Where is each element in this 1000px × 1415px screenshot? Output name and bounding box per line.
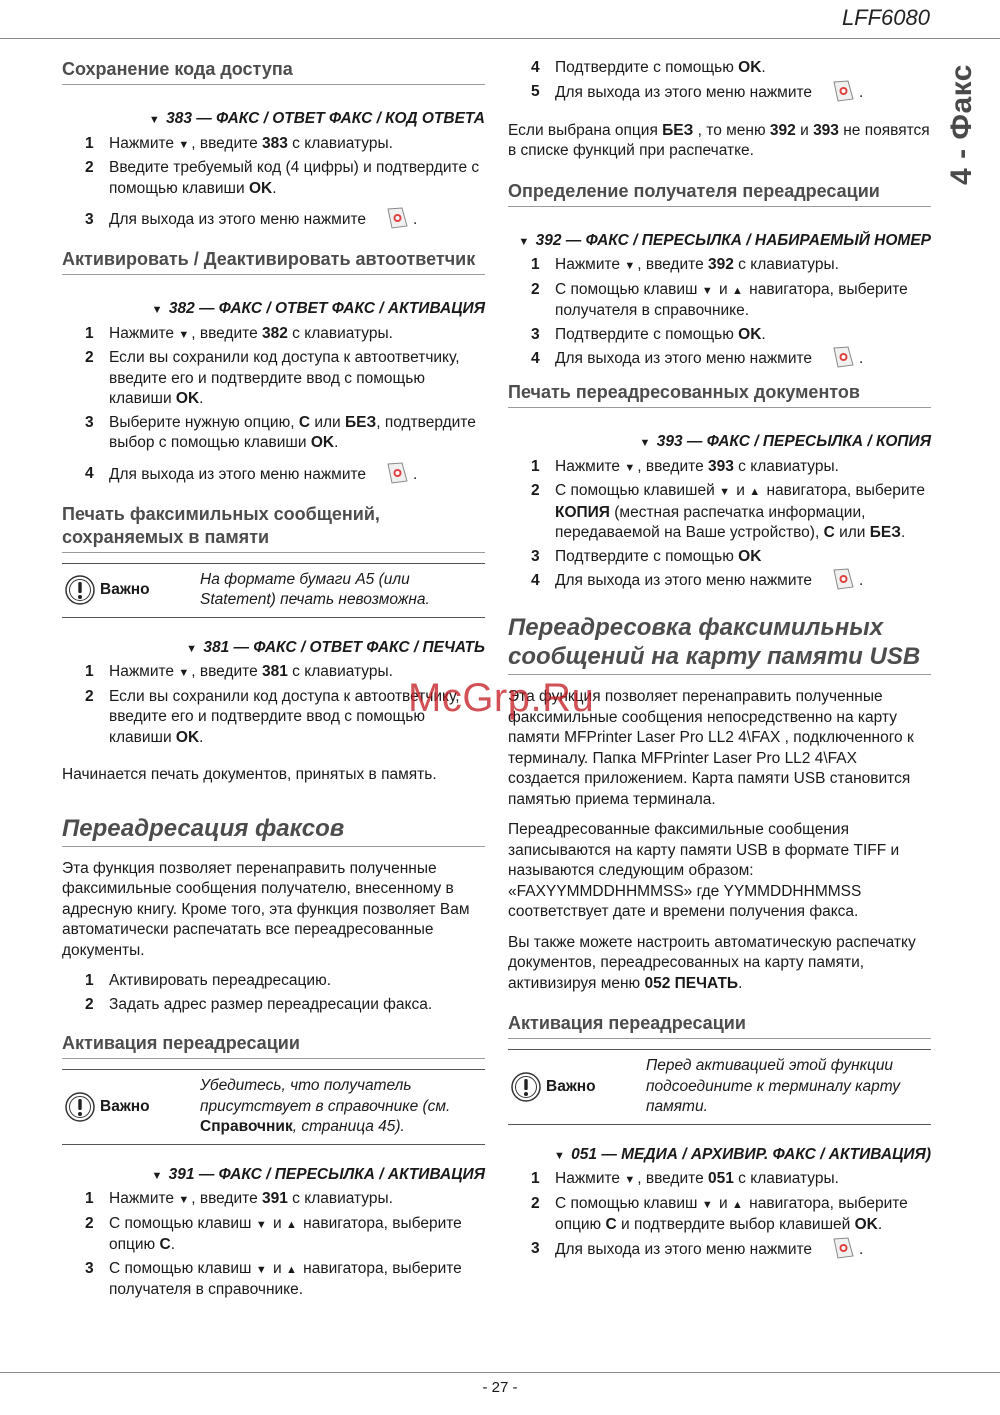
menu-path: ▼ 383 — ФАКС / ОТВЕТ ФАКС / КОД ОТВЕТА — [148, 110, 485, 127]
down-arrow-icon: ▼ — [178, 1194, 190, 1206]
watermark: McGrp.Ru — [408, 676, 595, 720]
list-item: 3 Подтвердите с помощью OK. — [531, 325, 766, 343]
section-title: Активировать / Деактивировать автоответчик — [62, 248, 485, 275]
list-item: 1 Активировать переадресацию. — [85, 972, 332, 989]
list-item: 2 С помощью клавиш ▼ и ▲ навигатора, выберите получателя в справочнике. — [531, 280, 908, 319]
stop-key-icon — [830, 344, 856, 370]
note-text: Убедитесь, что получатель присутствует в справочнике (см. Справочник, страница 45). — [200, 1077, 451, 1135]
chapter-heading: Переадресовка факсимильных сообщений на карту памяти USB — [508, 613, 931, 675]
note-text: Перед активацией этой функции подсоедините к терминалу карту памяти. — [646, 1057, 901, 1115]
down-arrow-icon: ▼ — [255, 1218, 267, 1231]
paragraph: Переадресованные факсимильные сообщения записываются на карту памяти USB в формате TIFF и называются следующим образом: «FAXYYMMDDHHMMSS» где YYMMDDHHMMSS соответствует дате и времени получения факса. — [508, 821, 900, 920]
list-item: 1 Нажмите ▼ , введите 391 с клавиатуры. — [85, 1190, 393, 1207]
stop-key-icon — [384, 205, 410, 231]
list-item: 3 С помощью клавиш ▼ и ▲ навигатора, выберите получателя в справочнике. — [85, 1259, 462, 1298]
important-label: Важно — [546, 1077, 596, 1095]
footer-rule — [0, 1372, 1000, 1373]
list-item: 4 Для выхода из этого меню нажмите . — [508, 570, 931, 592]
up-arrow-icon: ▲ — [285, 1263, 297, 1276]
down-arrow-icon: ▼ — [151, 304, 163, 316]
important-label: Важно — [100, 580, 150, 598]
up-arrow-icon: ▲ — [731, 284, 743, 297]
menu-path: ▼ 391 — ФАКС / ПЕРЕСЫЛКА / АКТИВАЦИЯ — [151, 1165, 485, 1183]
down-arrow-icon: ▼ — [624, 1174, 636, 1186]
list-item: 2 С помощью клавиш ▼ и ▲ навигатора, выберите опцию С и подтвердите выбор клавишей OK. — [531, 1194, 908, 1233]
menu-path: ▼ 393 — ФАКС / ПЕРЕСЫЛКА / КОПИЯ — [639, 433, 931, 450]
paragraph: Эта функция позволяет перенаправить полученные факсимильные сообщения получателю, внесенному в адресную книгу. Кроме того, эта функция позволяет Вам автоматически распечатать все переадресованные документы. — [62, 859, 470, 959]
list-item: 1 Нажмите ▼ , введите 051 с клавиатуры. — [531, 1170, 839, 1187]
list-item: 1 Нажмите ▼ , введите 383 с клавиатуры. — [85, 134, 393, 152]
stop-key-icon — [830, 1235, 856, 1261]
document-model: LFF6080 — [841, 5, 930, 30]
list-item: 5 Для выхода из этого меню нажмите . — [508, 82, 931, 104]
menu-path: ▼ 382 — ФАКС / ОТВЕТ ФАКС / АКТИВАЦИЯ — [151, 300, 485, 317]
page-number: - 27 - — [482, 1379, 518, 1396]
warning-icon — [510, 1071, 542, 1103]
stop-key-icon — [384, 460, 410, 486]
list-item: 2 С помощью клавишей ▼ и ▲ навигатора, выберите КОПИЯ (местная распечатка информации, передаваемой на Ваше устройство), С или БЕЗ. — [531, 482, 926, 541]
list-item: 3 Для выхода из этого меню нажмите . — [508, 1239, 931, 1261]
down-arrow-icon: ▼ — [639, 437, 651, 449]
step-list — [508, 457, 931, 593]
step-list — [62, 134, 485, 232]
list-item: 1 Нажмите ▼ , введите 392 с клавиатуры. — [531, 256, 839, 273]
down-arrow-icon: ▼ — [255, 1263, 267, 1276]
list-item: 3 Подтвердите с помощью OK — [531, 547, 762, 565]
stop-key-icon — [830, 566, 856, 592]
section-title: Определение получателя переадресации — [508, 180, 931, 207]
section-title: Печать переадресованных документов — [508, 381, 931, 408]
step-list — [62, 324, 485, 486]
down-arrow-icon: ▼ — [148, 114, 160, 126]
list-item: 1 Нажмите ▼ , введите 381 с клавиатуры. — [85, 663, 393, 680]
section-title: Печать факсимильных сообщений, сохраняемых в памяти — [62, 503, 485, 553]
step-list — [62, 971, 485, 1015]
down-arrow-icon: ▼ — [624, 461, 636, 474]
step-list — [62, 1189, 485, 1301]
list-item: 1 Нажмите ▼ , введите 393 с клавиатуры. — [531, 457, 839, 475]
list-item: 2 Введите требуемый код (4 цифры) и подтвердите с помощью клавиши OK. — [85, 159, 480, 197]
note-text: На формате бумаги A5 (или Statement) печать невозможна. — [200, 570, 430, 608]
down-arrow-icon: ▼ — [719, 486, 730, 498]
warning-icon — [64, 1091, 96, 1123]
up-arrow-icon: ▲ — [731, 1198, 743, 1211]
list-item: 3 Для выхода из этого меню нажмите . — [62, 209, 485, 231]
down-arrow-icon: ▼ — [701, 284, 713, 297]
down-arrow-icon: ▼ — [178, 328, 190, 341]
down-arrow-icon: ▼ — [624, 260, 636, 272]
menu-path: ▼ 381 — ФАКС / ОТВЕТ ФАКС / ПЕЧАТЬ — [186, 638, 485, 656]
important-note — [508, 1049, 931, 1125]
paragraph: Начинается печать документов, принятых в память. — [62, 766, 437, 783]
section-title: Сохранение кода доступа — [62, 58, 485, 85]
menu-path: ▼ 392 — ФАКС / ПЕРЕСЫЛКА / НАБИРАЕМЫЙ НОМЕР — [518, 231, 931, 249]
down-arrow-icon: ▼ — [178, 138, 190, 151]
down-arrow-icon: ▼ — [178, 667, 190, 679]
step-list — [508, 255, 931, 370]
chapter-heading: Переадресация факсов — [62, 814, 485, 847]
warning-icon — [64, 574, 96, 606]
paragraph: Эта функция позволяет перенаправить полученные факсимильные сообщения непосредственно на карту памяти MFPrinter Laser Pro LL2 4\FAX , подключенного к терминалу. Папка MFPrinter Laser Pro LL2 4\FAX создается приложением. Карта памяти USB становится памятью приема терминала. — [508, 688, 914, 808]
stop-key-icon — [830, 78, 856, 104]
section-title: Активация переадресации — [62, 1032, 485, 1059]
chapter-tab: 4 - Факс — [944, 64, 978, 185]
header-rule — [0, 38, 1000, 39]
list-item: 2 Задать адрес размер переадресации факса. — [85, 995, 433, 1013]
up-arrow-icon: ▲ — [749, 486, 761, 498]
list-item: 2 Если вы сохранили код доступа к автоответчику, введите его и подтвердите ввод с помощью клавиши OK. — [85, 349, 460, 407]
paragraph: Вы также можете настроить автоматическую распечатку документов, переадресованных на карту памяти, активизируя меню 052 ПЕЧАТЬ. — [508, 933, 916, 992]
list-item: 2 С помощью клавиш ▼ и ▲ навигатора, выберите опцию С. — [85, 1214, 462, 1253]
down-arrow-icon: ▼ — [151, 1169, 163, 1182]
list-item: 2 Если вы сохранили код доступа к автоответчику, введите его и подтвердите ввод с помощью клавиши OK. — [85, 687, 460, 746]
step-list — [508, 58, 931, 104]
list-item: 4 Подтвердите с помощью OK. — [531, 59, 766, 76]
important-label: Важно — [100, 1097, 150, 1115]
down-arrow-icon: ▼ — [186, 642, 198, 655]
important-note — [62, 563, 485, 618]
down-arrow-icon: ▼ — [553, 1149, 565, 1162]
step-list — [508, 1169, 931, 1261]
down-arrow-icon: ▼ — [701, 1198, 713, 1211]
important-note — [62, 1069, 485, 1145]
list-item: 4 Для выхода из этого меню нажмите . — [508, 348, 931, 370]
paragraph: Если выбрана опция БЕЗ , то меню 392 и 393 не появятся в списке функций при распечатке. — [508, 121, 930, 159]
list-item: 3 Выберите нужную опцию, С или БЕЗ, подтвердите выбор с помощью клавиши OK. — [85, 413, 476, 451]
list-item: 1 Нажмите ▼ , введите 382 с клавиатуры. — [85, 324, 393, 342]
list-item: 4 Для выхода из этого меню нажмите . — [62, 464, 485, 486]
right-column — [508, 58, 931, 1264]
section-title: Активация переадресации — [508, 1012, 931, 1039]
up-arrow-icon: ▲ — [285, 1218, 297, 1231]
menu-path: ▼ 051 — МЕДИА / АРХИВИР. ФАКС / АКТИВАЦИЯ) — [553, 1145, 931, 1163]
down-arrow-icon: ▼ — [518, 235, 530, 248]
